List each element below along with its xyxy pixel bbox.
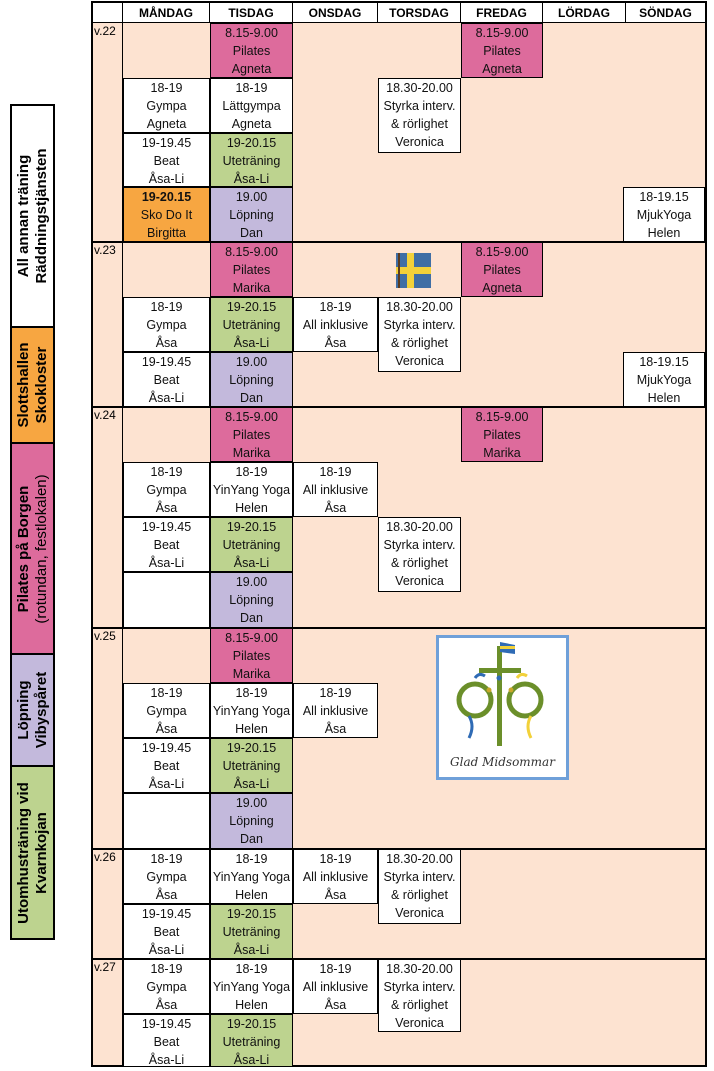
cell-line: Åsa-Li [233,943,270,957]
header-corner [93,3,123,23]
class-cell [123,352,210,407]
class-cell [293,959,378,1014]
cell-line: 19.00 [235,190,268,204]
day-header-monday: MÅNDAG [123,3,210,23]
cell-line: Åsa-Li [233,777,270,791]
cell-line: Veronica [395,354,444,368]
class-cell [461,407,543,462]
cell-line: Beat [153,538,180,552]
class-cell [210,1014,293,1067]
class-cell [123,959,210,1014]
cell-line: Lättgympa [222,99,281,113]
class-cell [210,23,293,78]
week-label: v.23 [93,242,123,407]
cell-line: All inklusive [302,980,369,994]
cell-line: Birgitta [147,226,186,240]
cell-line: 19.00 [235,796,268,810]
cell-line: Styrka interv. [383,870,456,884]
cell-line: 18-19.15 [639,190,689,204]
class-cell [210,572,293,628]
cell-line: Löpning [229,593,274,607]
class-cell [210,904,293,959]
cell-line: 19-19.45 [141,355,192,369]
class-cell [293,297,378,352]
cell-line: Helen [235,888,268,902]
cell-line: & rörlighet [391,888,448,902]
cell-line: Gympa [146,318,187,332]
class-cell [623,352,705,407]
day-header-tuesday: TISDAG [210,3,293,23]
cell-line: 18-19 [235,81,268,95]
cell-line: 19.00 [235,355,268,369]
cell-line: Åsa [155,888,178,902]
cell-line: 19-20.15 [226,136,277,150]
cell-line: Åsa [324,888,347,902]
legend-label: Löpning Vibyspåret [14,671,50,749]
cell-line: Uteträning [222,154,281,168]
cell-line: 19-20.15 [226,300,277,314]
class-cell [123,462,210,517]
cell-line: Veronica [395,906,444,920]
legend-item-lopning [10,653,55,765]
cell-line: Helen [235,998,268,1012]
cell-line: Uteträning [222,538,281,552]
class-cell [378,297,461,372]
cell-line: Beat [153,925,180,939]
cell-line: Beat [153,154,180,168]
legend-label: All annan träning Räddningstjänsten [14,148,50,284]
cell-line: YinYang Yoga [212,870,291,884]
class-cell [210,407,293,462]
cell-line: Åsa-Li [233,1053,270,1067]
cell-line: Uteträning [222,318,281,332]
cell-line: Uteträning [222,759,281,773]
cell-line: Åsa [155,998,178,1012]
class-cell [123,738,210,793]
week-label: v.26 [93,849,123,959]
schedule-grid [91,1,707,1067]
midsommar-caption: Glad Midsommar [450,755,555,769]
cell-line: Gympa [146,870,187,884]
cell-line: All inklusive [302,870,369,884]
class-cell [378,849,461,924]
class-cell [210,352,293,407]
cell-line: Pilates [483,263,521,277]
cell-line: Agneta [482,62,522,76]
class-cell [123,1014,210,1067]
cell-line: 19-19.45 [141,741,192,755]
class-cell [378,78,461,153]
cell-line: Åsa-Li [148,1053,185,1067]
cell-line: 18.30-20.00 [386,962,453,976]
cell-line: 18-19 [150,465,183,479]
cell-line: MjukYoga [636,373,692,387]
cell-line: Löpning [229,814,274,828]
cell-line: 18-19 [235,465,268,479]
class-cell [123,849,210,904]
cell-line: Beat [153,373,180,387]
cell-line: 18-19.15 [639,355,689,369]
legend-item-slottshallen [10,326,55,442]
cell-line: Veronica [395,574,444,588]
class-cell [293,683,378,738]
cell-line: Pilates [232,263,271,277]
legend-item-utomhustraning [10,765,55,940]
class-cell [378,517,461,592]
cell-line: Uteträning [222,925,281,939]
class-cell [123,904,210,959]
maypole-icon [436,635,569,780]
class-cell [461,242,543,297]
cell-line: Dan [240,391,263,405]
day-header-wednesday: ONSDAG [293,3,378,23]
cell-line: Marika [232,281,271,295]
cell-line: Åsa-Li [148,391,185,405]
cell-line: Åsa [155,722,178,736]
cell-line: 18-19 [150,962,183,976]
cell-line: Pilates [232,649,271,663]
cell-line: Styrka interv. [383,318,456,332]
cell-line: Åsa [324,501,347,515]
cell-line: 19-19.45 [141,520,192,534]
cell-line: Agneta [482,281,522,295]
cell-line: Pilates [483,44,521,58]
cell-line: MjukYoga [636,208,692,222]
cell-line: Helen [235,722,268,736]
day-header-sunday: SÖNDAG [626,3,705,23]
cell-line: Marika [232,667,271,681]
cell-line: Dan [240,611,263,625]
cell-line: Uteträning [222,1035,281,1049]
cell-line: All inklusive [302,318,369,332]
cell-line: Löpning [229,373,274,387]
swedish-flag-icon [396,253,431,288]
cell-line: Agneta [146,117,187,131]
cell-line: Styrka interv. [383,99,456,113]
class-cell [210,187,293,242]
legend-label: Utomhusträning vid Kvarnkojan [14,781,50,924]
cell-line: Dan [240,832,263,846]
cell-line: 18-19 [319,962,352,976]
class-cell [123,297,210,352]
cell-line: All inklusive [302,483,369,497]
cell-line: 19-20.15 [226,907,277,921]
class-cell [210,628,293,683]
class-cell [210,78,293,133]
cell-line: 19-20.15 [226,1017,277,1031]
day-header-thursday: TORSDAG [378,3,461,23]
cell-line: Åsa [155,336,178,350]
cell-line: 18-19 [319,300,352,314]
legend [0,0,90,1071]
week-label: v.22 [93,23,123,242]
class-cell [123,517,210,572]
cell-line: Åsa-Li [148,777,185,791]
cell-line: YinYang Yoga [212,704,291,718]
cell-line: Gympa [146,704,187,718]
cell-line: 18-19 [150,300,183,314]
class-cell [210,683,293,738]
cell-line: 8.15-9.00 [475,245,529,259]
cell-line: 18-19 [235,852,268,866]
cell-line: 8.15-9.00 [225,26,278,40]
cell-line: Veronica [395,135,444,149]
cell-line: Helen [647,226,681,240]
cell-line: Beat [153,1035,180,1049]
class-cell [210,793,293,849]
day-header-friday: FREDAG [461,3,543,23]
week-label: v.25 [93,628,123,849]
cell-line: Helen [647,391,681,405]
cell-line: Gympa [146,99,187,113]
class-cell [210,462,293,517]
cell-line: Åsa-Li [233,172,270,186]
cell-line: 18-19 [150,686,183,700]
class-cell [293,462,378,517]
cell-line: Styrka interv. [383,538,456,552]
class-cell [123,793,210,849]
cell-line: All inklusive [302,704,369,718]
cell-line: 18.30-20.00 [386,852,453,866]
legend-label: Pilates på Borgen (rotundan, festlokalen) [14,473,50,624]
legend-label: Slottshallen Skokloster [14,342,50,428]
cell-line: & rörlighet [391,556,448,570]
class-cell [293,849,378,904]
cell-line: 18-19 [319,852,352,866]
cell-line: Åsa [324,336,347,350]
cell-line: Åsa [324,998,347,1012]
cell-line: 18-19 [235,962,268,976]
cell-line: 8.15-9.00 [475,410,529,424]
cell-line: & rörlighet [391,998,448,1012]
cell-line: Pilates [232,428,271,442]
cell-line: 19-20.15 [226,520,277,534]
cell-line: Styrka interv. [383,980,456,994]
class-cell [210,297,293,352]
cell-line: 18.30-20.00 [386,520,453,534]
cell-line: Veronica [395,1016,444,1030]
cell-line: Åsa-Li [233,556,270,570]
cell-line: 18-19 [150,81,183,95]
class-cell [210,133,293,187]
cell-line: Gympa [146,483,187,497]
cell-line: 18-19 [319,465,352,479]
legend-item-pilates [10,442,55,653]
week-label: v.27 [93,959,123,1067]
cell-line: Åsa-Li [148,943,185,957]
class-cell [123,78,210,133]
cell-line: & rörlighet [391,117,448,131]
cell-line: Löpning [229,208,274,222]
cell-line: Gympa [146,980,187,994]
cell-line: Åsa [324,722,347,736]
cell-line: Agneta [231,62,272,76]
cell-line: Åsa-Li [233,336,270,350]
cell-line: 8.15-9.00 [225,410,278,424]
cell-line: 19-19.45 [141,1017,192,1031]
class-cell [378,959,461,1032]
cell-line: 19.00 [235,575,268,589]
week-label: v.24 [93,407,123,628]
cell-line: Marika [232,446,271,460]
cell-line: 18.30-20.00 [386,300,453,314]
cell-line: 18.30-20.00 [386,81,453,95]
class-cell [210,517,293,572]
cell-line: Åsa [155,501,178,515]
cell-line: Agneta [231,117,272,131]
cell-line: 8.15-9.00 [225,631,278,645]
class-cell [623,187,705,242]
class-cell [461,23,543,78]
cell-line: & rörlighet [391,336,448,350]
class-cell [123,683,210,738]
cell-line: Sko Do It [140,208,193,222]
class-cell [210,242,293,297]
cell-line: 18-19 [235,686,268,700]
cell-line: Helen [235,501,268,515]
cell-line: Marika [483,446,521,460]
cell-line: 19-19.45 [141,136,192,150]
legend-item-raddningstjansten [10,104,55,326]
cell-line: Åsa-Li [148,172,185,186]
cell-line: YinYang Yoga [212,980,291,994]
cell-line: Pilates [232,44,271,58]
cell-line: Dan [240,226,263,240]
cell-line: 19-20.15 [226,741,277,755]
cell-line: 18-19 [150,852,183,866]
class-cell [123,572,210,628]
cell-line: 19-20.15 [141,190,192,204]
cell-line: 8.15-9.00 [475,26,529,40]
cell-line: Pilates [483,428,521,442]
cell-line: 8.15-9.00 [225,245,278,259]
class-cell [210,849,293,904]
cell-line: 18-19 [319,686,352,700]
class-cell [210,959,293,1014]
cell-line: Beat [153,759,180,773]
cell-line: 19-19.45 [141,907,192,921]
day-header-saturday: LÖRDAG [543,3,626,23]
class-cell [123,133,210,187]
class-cell [123,187,210,242]
cell-line: Åsa-Li [148,556,185,570]
class-cell [210,738,293,793]
cell-line: YinYang Yoga [212,483,291,497]
